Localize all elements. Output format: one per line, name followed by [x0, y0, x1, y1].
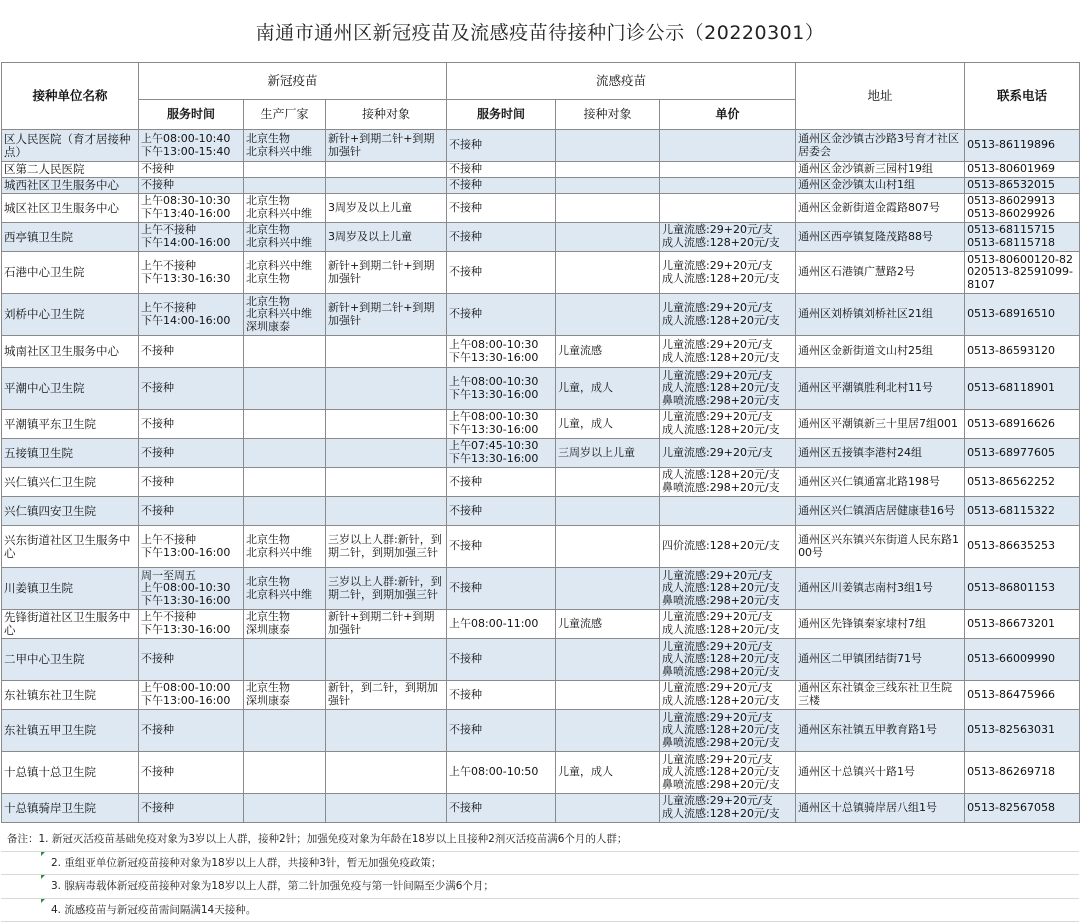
- table-row: [2, 468, 1080, 497]
- cell-covid-target: [326, 710, 447, 752]
- cell-flu-target: 儿童，成人: [556, 752, 660, 794]
- cell-name: 二甲中心卫生院: [2, 639, 139, 681]
- cell-flu-price: 儿童流感:29+20元/支 成人流感:128+20元/支: [660, 681, 796, 710]
- cell-covid-maker: 北京生物 北京科兴中维 深圳康泰: [244, 294, 326, 336]
- cell-flu-time: 上午08:00-10:30 下午13:30-16:00: [447, 336, 556, 368]
- cell-name: 川姜镇卫生院: [2, 568, 139, 610]
- cell-phone: 0513-66009990: [965, 639, 1080, 681]
- cell-covid-target: 3周岁及以上儿童: [326, 194, 447, 223]
- cell-name: 城区社区卫生服务中心: [2, 194, 139, 223]
- cell-covid-time: 上午不接种 下午13:30-16:00: [139, 610, 244, 639]
- cell-phone: 0513-82567058: [965, 794, 1080, 823]
- cell-covid-time: 不接种: [139, 178, 244, 194]
- cell-covid-maker: 北京生物 北京科兴中维: [244, 223, 326, 252]
- cell-phone: 0513-86593120: [965, 336, 1080, 368]
- table-row: [2, 194, 1080, 223]
- cell-flu-price: 儿童流感:29+20元/支 成人流感:128+20元/支: [660, 223, 796, 252]
- cell-covid-maker: [244, 752, 326, 794]
- cell-covid-target: [326, 162, 447, 178]
- cell-flu-time: 不接种: [447, 568, 556, 610]
- cell-flu-target: 儿童，成人: [556, 368, 660, 410]
- cell-covid-time: 上午08:00-10:40 下午13:00-15:40: [139, 130, 244, 162]
- cell-covid-time: 上午08:30-10:30 下午13:40-16:00: [139, 194, 244, 223]
- cell-address: 通州区兴东镇兴东街道人民东路100号: [796, 526, 965, 568]
- cell-flu-price: 儿童流感:29+20元/支 成人流感:128+20元/支: [660, 252, 796, 294]
- comment-marker-icon: [41, 899, 45, 903]
- cell-covid-target: [326, 752, 447, 794]
- cell-covid-maker: [244, 497, 326, 526]
- cell-address: 通州区十总镇骑岸居八组1号: [796, 794, 965, 823]
- cell-flu-time: 不接种: [447, 294, 556, 336]
- cell-covid-target: [326, 178, 447, 194]
- cell-covid-maker: [244, 794, 326, 823]
- cell-name: 刘桥中心卫生院: [2, 294, 139, 336]
- cell-name: 兴仁镇四安卫生院: [2, 497, 139, 526]
- cell-covid-target: 三岁以上人群:新针，到期二针，到期加强三针: [326, 568, 447, 610]
- table-row: [2, 410, 1080, 439]
- cell-flu-price: 儿童流感:29+20元/支 成人流感:128+20元/支 鼻喷流感:298+20元/支: [660, 639, 796, 681]
- cell-flu-time: 不接种: [447, 223, 556, 252]
- table-row: [2, 497, 1080, 526]
- table-row: [2, 223, 1080, 252]
- cell-name: 兴东街道社区卫生服务中心: [2, 526, 139, 568]
- cell-name: 十总镇十总卫生院: [2, 752, 139, 794]
- cell-flu-time: 不接种: [447, 497, 556, 526]
- cell-flu-target: [556, 223, 660, 252]
- cell-flu-price: [660, 130, 796, 162]
- cell-name: 石港中心卫生院: [2, 252, 139, 294]
- cell-phone: 0513-68916510: [965, 294, 1080, 336]
- cell-flu-time: 不接种: [447, 194, 556, 223]
- cell-covid-maker: 北京生物 北京科兴中维: [244, 130, 326, 162]
- header-unit: 接种单位名称: [2, 63, 139, 130]
- note-item: 3. 腺病毒载体新冠疫苗接种对象为18岁以上人群，第二针加强免疫与第一针间隔至少满6个月；: [1, 875, 1079, 899]
- cell-flu-target: [556, 130, 660, 162]
- cell-flu-time: 不接种: [447, 710, 556, 752]
- cell-covid-maker: [244, 410, 326, 439]
- notes: [1, 828, 1079, 922]
- cell-address: 通州区东社镇五甲教育路1号: [796, 710, 965, 752]
- cell-flu-price: 儿童流感:29+20元/支 成人流感:128+20元/支: [660, 336, 796, 368]
- cell-flu-time: 上午08:00-10:30 下午13:30-16:00: [447, 368, 556, 410]
- cell-covid-time: 不接种: [139, 336, 244, 368]
- cell-covid-time: 不接种: [139, 710, 244, 752]
- cell-address: 通州区刘桥镇刘桥社区21组: [796, 294, 965, 336]
- cell-covid-time: 不接种: [139, 410, 244, 439]
- cell-flu-target: [556, 162, 660, 178]
- header-covid-time: 服务时间: [139, 100, 244, 130]
- table-row: [2, 710, 1080, 752]
- cell-covid-target: [326, 368, 447, 410]
- cell-name: 平潮中心卫生院: [2, 368, 139, 410]
- cell-address: 通州区西亭镇复隆茂路88号: [796, 223, 965, 252]
- cell-flu-time: 不接种: [447, 162, 556, 178]
- cell-flu-target: 儿童，成人: [556, 410, 660, 439]
- table-row: [2, 639, 1080, 681]
- cell-flu-time: 上午07:45-10:30 下午13:30-16:00: [447, 439, 556, 468]
- cell-flu-time: 不接种: [447, 468, 556, 497]
- cell-phone: 0513-86562252: [965, 468, 1080, 497]
- cell-covid-target: [326, 639, 447, 681]
- cell-flu-time: 不接种: [447, 681, 556, 710]
- header-covid-maker: 生产厂家: [244, 100, 326, 130]
- cell-covid-maker: [244, 639, 326, 681]
- cell-flu-price: 儿童流感:29+20元/支: [660, 439, 796, 468]
- header-flu-target: 接种对象: [556, 100, 660, 130]
- cell-covid-time: 周一至周五 上午08:00-10:30 下午13:30-16:00: [139, 568, 244, 610]
- cell-flu-target: [556, 794, 660, 823]
- table-row: [2, 178, 1080, 194]
- cell-covid-maker: [244, 439, 326, 468]
- cell-name: 兴仁镇兴仁卫生院: [2, 468, 139, 497]
- cell-name: 西亭镇卫生院: [2, 223, 139, 252]
- cell-name: 区第二人民医院: [2, 162, 139, 178]
- cell-flu-price: [660, 497, 796, 526]
- cell-flu-target: [556, 710, 660, 752]
- cell-covid-maker: 北京生物 北京科兴中维: [244, 526, 326, 568]
- table-row: [2, 162, 1080, 178]
- cell-address: 通州区十总镇兴十路1号: [796, 752, 965, 794]
- cell-phone: 0513-82563031: [965, 710, 1080, 752]
- cell-phone: 0513-86029913 0513-86029926: [965, 194, 1080, 223]
- cell-name: 十总镇骑岸卫生院: [2, 794, 139, 823]
- table-row: [2, 568, 1080, 610]
- cell-address: 通州区川姜镇志南村3组1号: [796, 568, 965, 610]
- cell-covid-maker: [244, 178, 326, 194]
- cell-flu-target: [556, 639, 660, 681]
- cell-covid-target: [326, 794, 447, 823]
- header-phone: 联系电话: [965, 63, 1080, 130]
- cell-phone: 0513-68916626: [965, 410, 1080, 439]
- cell-covid-target: [326, 336, 447, 368]
- cell-address: 通州区平潮镇新三十里居7组001: [796, 410, 965, 439]
- cell-address: 通州区东社镇金三线东社卫生院三楼: [796, 681, 965, 710]
- cell-name: 五接镇卫生院: [2, 439, 139, 468]
- cell-flu-time: 不接种: [447, 178, 556, 194]
- cell-flu-target: [556, 468, 660, 497]
- cell-covid-target: 新针+到期二针+到期加强针: [326, 130, 447, 162]
- header-address: 地址: [796, 63, 965, 130]
- cell-name: 城西社区卫生服务中心: [2, 178, 139, 194]
- cell-address: 通州区金沙镇古沙路3号育才社区居委会: [796, 130, 965, 162]
- cell-address: 通州区二甲镇团结街71号: [796, 639, 965, 681]
- cell-covid-maker: 北京生物 北京科兴中维: [244, 568, 326, 610]
- cell-flu-price: [660, 194, 796, 223]
- note-item: 4. 流感疫苗与新冠疫苗需间隔满14天接种。: [1, 899, 1079, 922]
- table-row: [2, 681, 1080, 710]
- cell-covid-target: [326, 497, 447, 526]
- header-flu-group: 流感疫苗: [447, 63, 796, 100]
- cell-flu-price: [660, 162, 796, 178]
- cell-name: 平潮镇平东卫生院: [2, 410, 139, 439]
- cell-covid-time: 不接种: [139, 794, 244, 823]
- cell-flu-time: 不接种: [447, 130, 556, 162]
- comment-marker-icon: [41, 852, 45, 856]
- cell-covid-maker: 北京生物 深圳康泰: [244, 681, 326, 710]
- cell-covid-target: [326, 410, 447, 439]
- cell-covid-maker: [244, 368, 326, 410]
- header-row-groups: [2, 63, 1080, 100]
- comment-marker-icon: [41, 875, 45, 879]
- header-flu-price: 单价: [660, 100, 796, 130]
- cell-address: 通州区金新街道金霞路807号: [796, 194, 965, 223]
- page-title: 南通市通州区新冠疫苗及流感疫苗待接种门诊公示（20220301）: [255, 21, 825, 44]
- cell-flu-price: 儿童流感:29+20元/支 成人流感:128+20元/支 鼻喷流感:298+20元/支: [660, 568, 796, 610]
- cell-covid-target: 新针+到期二针+到期加强针: [326, 610, 447, 639]
- table-row: [2, 526, 1080, 568]
- cell-phone: 0513-80601969: [965, 162, 1080, 178]
- cell-covid-maker: 北京科兴中维 北京生物: [244, 252, 326, 294]
- cell-address: 通州区金沙镇太山村1组: [796, 178, 965, 194]
- cell-address: 通州区五接镇李港村24组: [796, 439, 965, 468]
- cell-covid-maker: [244, 162, 326, 178]
- header-covid-group: 新冠疫苗: [139, 63, 447, 100]
- cell-phone: 0513-68118901: [965, 368, 1080, 410]
- cell-flu-target: [556, 294, 660, 336]
- cell-covid-target: 三岁以上人群:新针，到期二针，到期加强三针: [326, 526, 447, 568]
- cell-flu-price: 儿童流感:29+20元/支 成人流感:128+20元/支: [660, 410, 796, 439]
- table-row: [2, 336, 1080, 368]
- cell-phone: 0513-68115715 0513-68115718: [965, 223, 1080, 252]
- cell-flu-price: 四价流感:128+20元/支: [660, 526, 796, 568]
- cell-phone: 0513-86475966: [965, 681, 1080, 710]
- header-flu-time: 服务时间: [447, 100, 556, 130]
- cell-flu-time: 不接种: [447, 526, 556, 568]
- cell-covid-time: 上午不接种 下午13:00-16:00: [139, 526, 244, 568]
- cell-flu-time: 上午08:00-11:00: [447, 610, 556, 639]
- cell-phone: 0513-86532015: [965, 178, 1080, 194]
- cell-covid-time: 不接种: [139, 368, 244, 410]
- cell-phone: 0513-86801153: [965, 568, 1080, 610]
- cell-flu-price: 儿童流感:29+20元/支 成人流感:128+20元/支 鼻喷流感:298+20元/支: [660, 368, 796, 410]
- cell-covid-target: 新针+到期二针+到期加强针: [326, 252, 447, 294]
- cell-flu-price: 儿童流感:29+20元/支 成人流感:128+20元/支: [660, 794, 796, 823]
- cell-flu-target: [556, 252, 660, 294]
- cell-phone: 0513-80600120-82020513-82591099-8107: [965, 252, 1080, 294]
- cell-covid-target: 新针+到期二针+到期加强针: [326, 294, 447, 336]
- cell-address: 通州区金新街道文山村25组: [796, 336, 965, 368]
- cell-flu-time: 不接种: [447, 639, 556, 681]
- cell-flu-target: [556, 526, 660, 568]
- cell-phone: 0513-68115322: [965, 497, 1080, 526]
- cell-covid-target: [326, 439, 447, 468]
- cell-flu-target: [556, 178, 660, 194]
- cell-flu-time: 上午08:00-10:50: [447, 752, 556, 794]
- cell-covid-target: 新针，到二针，到期加强针: [326, 681, 447, 710]
- table-row: [2, 252, 1080, 294]
- cell-covid-maker: 北京生物 北京科兴中维: [244, 194, 326, 223]
- cell-covid-time: 不接种: [139, 468, 244, 497]
- cell-covid-maker: [244, 468, 326, 497]
- cell-name: 东社镇五甲卫生院: [2, 710, 139, 752]
- cell-covid-maker: [244, 710, 326, 752]
- cell-covid-time: 上午不接种 下午13:30-16:30: [139, 252, 244, 294]
- cell-flu-target: [556, 194, 660, 223]
- cell-address: 通州区金沙镇新三园村19组: [796, 162, 965, 178]
- cell-address: 通州区平潮镇胜利北村11号: [796, 368, 965, 410]
- cell-flu-price: 儿童流感:29+20元/支 成人流感:128+20元/支: [660, 294, 796, 336]
- cell-flu-time: 不接种: [447, 794, 556, 823]
- cell-flu-price: [660, 178, 796, 194]
- cell-phone: 0513-86269718: [965, 752, 1080, 794]
- cell-address: 通州区兴仁镇酒店居健康巷16号: [796, 497, 965, 526]
- cell-covid-maker: [244, 336, 326, 368]
- cell-flu-price: 儿童流感:29+20元/支 成人流感:128+20元/支 鼻喷流感:298+20元/支: [660, 710, 796, 752]
- cell-flu-time: 不接种: [447, 252, 556, 294]
- clinic-table: [1, 62, 1080, 823]
- cell-covid-time: 不接种: [139, 752, 244, 794]
- cell-flu-target: [556, 497, 660, 526]
- cell-phone: 0513-86119896: [965, 130, 1080, 162]
- table-row: [2, 294, 1080, 336]
- cell-name: 城南社区卫生服务中心: [2, 336, 139, 368]
- cell-phone: 0513-86635253: [965, 526, 1080, 568]
- note-item: 备注：1. 新冠灭活疫苗基础免疫对象为3岁以上人群，接种2针；加强免疫对象为年龄在18岁以上且接种2剂灭活疫苗满6个月的人群；: [1, 828, 1079, 852]
- table-row: [2, 439, 1080, 468]
- cell-covid-time: 不接种: [139, 497, 244, 526]
- note-item: 2. 重组亚单位新冠疫苗接种对象为18岁以上人群，共接种3针，暂无加强免疫政策；: [1, 852, 1079, 876]
- header-covid-target: 接种对象: [326, 100, 447, 130]
- cell-flu-price: 儿童流感:29+20元/支 成人流感:128+20元/支: [660, 610, 796, 639]
- cell-flu-target: 儿童流感: [556, 336, 660, 368]
- cell-flu-price: 儿童流感:29+20元/支 成人流感:128+20元/支 鼻喷流感:298+20元/支: [660, 752, 796, 794]
- table-row: [2, 794, 1080, 823]
- table-row: [2, 368, 1080, 410]
- cell-flu-target: 儿童流感: [556, 610, 660, 639]
- cell-address: 通州区兴仁镇通富北路198号: [796, 468, 965, 497]
- cell-flu-target: 三周岁以上儿童: [556, 439, 660, 468]
- cell-name: 先锋街道社区卫生服务中心: [2, 610, 139, 639]
- table-row: [2, 130, 1080, 162]
- cell-covid-maker: 北京生物 深圳康泰: [244, 610, 326, 639]
- cell-covid-time: 上午不接种 下午14:00-16:00: [139, 223, 244, 252]
- cell-covid-target: [326, 468, 447, 497]
- cell-phone: 0513-86673201: [965, 610, 1080, 639]
- cell-covid-time: 不接种: [139, 639, 244, 681]
- cell-flu-time: 上午08:00-10:30 下午13:30-16:00: [447, 410, 556, 439]
- cell-address: 通州区先锋镇秦家埭村7组: [796, 610, 965, 639]
- table-row: [2, 752, 1080, 794]
- cell-covid-time: 不接种: [139, 162, 244, 178]
- table-row: [2, 610, 1080, 639]
- cell-covid-time: 上午08:00-10:00 下午13:00-16:00: [139, 681, 244, 710]
- cell-name: 区人民医院（育才居接种点）: [2, 130, 139, 162]
- cell-covid-time: 上午不接种 下午14:00-16:00: [139, 294, 244, 336]
- cell-flu-target: [556, 681, 660, 710]
- cell-address: 通州区石港镇广慧路2号: [796, 252, 965, 294]
- cell-covid-time: 不接种: [139, 439, 244, 468]
- cell-phone: 0513-68977605: [965, 439, 1080, 468]
- cell-flu-target: [556, 568, 660, 610]
- cell-name: 东社镇东社卫生院: [2, 681, 139, 710]
- cell-covid-target: 3周岁及以上儿童: [326, 223, 447, 252]
- cell-flu-price: 成人流感:128+20元/支 鼻喷流感:298+20元/支: [660, 468, 796, 497]
